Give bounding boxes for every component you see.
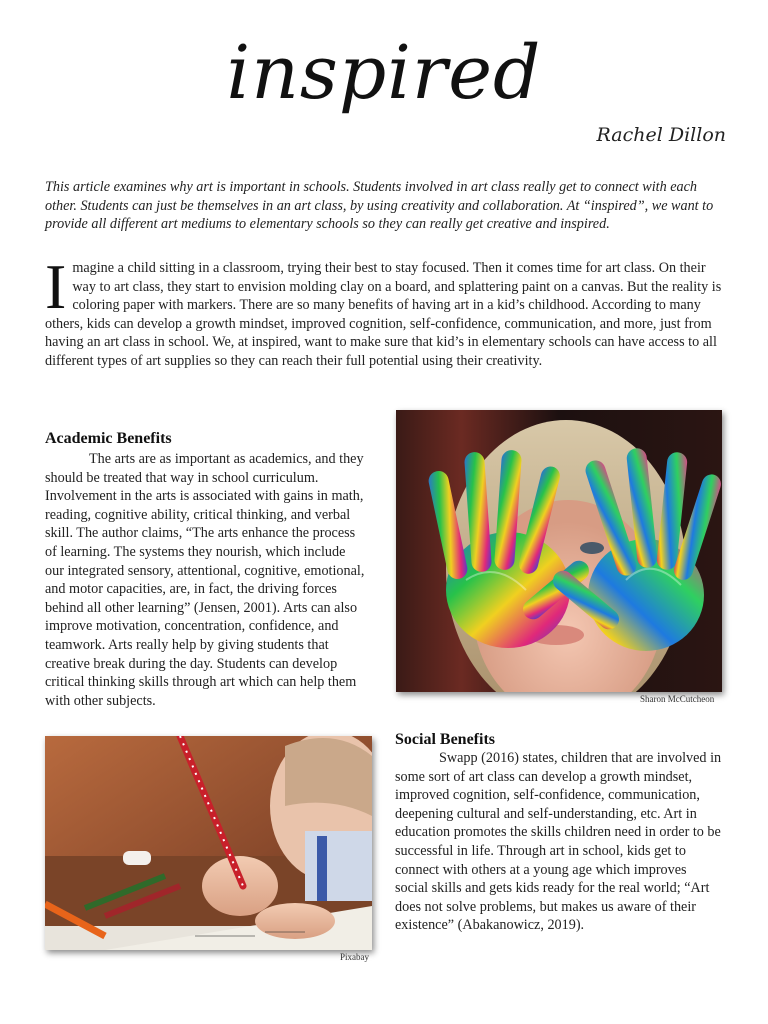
painted-hands-photo <box>396 410 722 692</box>
social-benefits-text: Swapp (2016) states, children that are involved in some sort of art class can develop a growth mindset, improved cognition, self-confidence, communication, deepening cultural and self-understanding, etc. Art in education promotes the skills children need in order to be successful in life. Through art in school, kids get to connect with others at a young age which improves social skills and gets kids ready for the real world; “Art does not solve problems, but makes us aware of their existence” (Abakanowicz, 2019). <box>395 750 722 934</box>
intro-paragraph <box>45 251 725 371</box>
child-drawing-photo <box>45 736 372 950</box>
intro-text: magine a child sitting in a classroom, trying their best to stay focused. Then it comes time for art class. On their way to art class, they start to envision molding clay on a board, and splattering paint on a canvas. But the reality is coloring paper with markers. There are so many benefits of having art in a kid’s childhood. According to many others, kids can develop a growth mindset, improved cognition, self-confidence, communication, and more, just from having an art class in school. We, at inspired, want to make sure that kid’s in elementary schools can have access to all different types of art supplies so they can reach their full potential using their creativity. <box>45 260 722 369</box>
hands-photo-credit: Sharon McCutcheon <box>640 694 715 704</box>
social-benefits-heading: Social Benefits <box>395 731 495 748</box>
author-name: Rachel Dillon <box>596 124 726 146</box>
drawing-photo-credit: Pixabay <box>340 952 369 962</box>
article-abstract: This article examines why art is important in schools. Students involved in art class really get to connect with each other. Students can just be themselves in an art class, by using creativity and collaboration. At “inspired”, we want to provide all different art mediums to elementary schools so they can really get creative and inspired. <box>45 179 714 233</box>
article-title: inspired <box>226 30 542 116</box>
academic-benefits-text: The arts are as important as academics, and they should be treated that way in school curriculum. Involvement in the arts is associated with gains in math, reading, cognitive ability, critical thinking, and verbal skill. The author claims, “The arts enhance the process of learning. The systems they nourish, which include our integrated sensory, attentional, cognitive, emotional, and motor capacities, are, in fact, the driving forces behind all other learning” (Jensen, 2001). Arts can also improve motivation, concentration, confidence, and teamwork. Arts really help by giving students that creative break during the day. Students can develop critical thinking skills through art which can help them with other subjects. <box>45 451 365 709</box>
drop-cap: I <box>45 251 67 322</box>
academic-benefits-heading: Academic Benefits <box>45 430 172 447</box>
